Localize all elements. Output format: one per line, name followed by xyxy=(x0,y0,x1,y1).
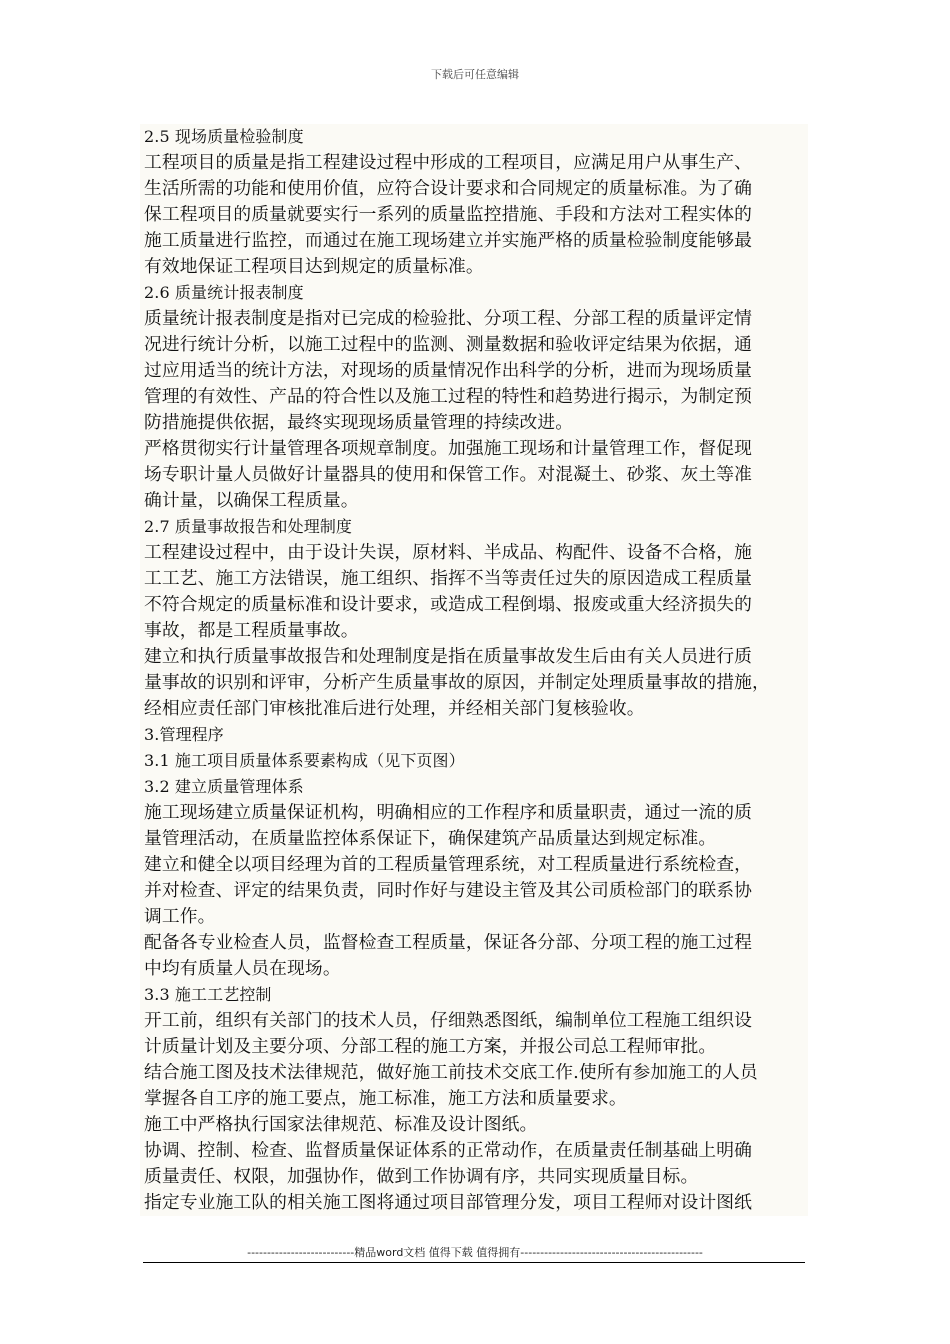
paragraph-line: 建立和执行质量事故报告和处理制度是指在质量事故发生后由有关人员进行质 xyxy=(144,646,752,667)
paragraph-line: 协调、控制、检查、监督质量保证体系的正常动作，在质量责任制基础上明确 xyxy=(144,1140,752,1161)
paragraph-line: 场专职计量人员做好计量器具的使用和保管工作。对混凝土、砂浆、灰土等准 xyxy=(144,464,752,485)
section-heading: 2.5 现场质量检验制度 xyxy=(144,127,304,146)
paragraph-line: 防措施提供依据，最终实现现场质量管理的持续改进。 xyxy=(144,412,574,433)
section-heading: 3.3 施工工艺控制 xyxy=(144,985,272,1004)
paragraph-line: 结合施工图及技术法律规范，做好施工前技术交底工作.使所有参加施工的人员 xyxy=(144,1062,758,1083)
paragraph-line: 严格贯彻实行计量管理各项规章制度。加强施工现场和计量管理工作，督促现 xyxy=(144,438,752,459)
section-heading: 3.管理程序 xyxy=(144,725,224,744)
paragraph-line: 施工中严格执行国家法律规范、标准及设计图纸。 xyxy=(144,1114,538,1135)
paragraph-line: 工程建设过程中，由于设计失误，原材料、半成品、构配件、设备不合格，施 xyxy=(144,542,752,563)
paragraph-line: 工工艺、施工方法错误，施工组织、指挥不当等责任过失的原因造成工程质量 xyxy=(144,568,752,589)
footer-text: ---------------------------精品word文档 值得下载 值得拥有---------------------------------------------- xyxy=(247,1246,703,1259)
paragraph-line: 生活所需的功能和使用价值，应符合设计要求和合同规定的质量标准。为了确 xyxy=(144,178,752,199)
paragraph-line: 施工质量进行监控，而通过在施工现场建立并实施严格的质量检验制度能够最 xyxy=(144,230,752,251)
paragraph-line: 掌握各自工序的施工要点，施工标准，施工方法和质量要求。 xyxy=(144,1088,627,1109)
paragraph-line: 建立和健全以项目经理为首的工程质量管理系统，对工程质量进行系统检查， xyxy=(144,854,752,875)
paragraph-line: 工程项目的质量是指工程建设过程中形成的工程项目，应满足用户从事生产、 xyxy=(144,152,752,173)
paragraph-line: 过应用适当的统计方法，对现场的质量情况作出科学的分析，进而为现场质量 xyxy=(144,360,752,381)
paragraph-line: 量事故的识别和评审，分析产生质量事故的原因，并制定处理质量事故的措施， xyxy=(144,672,770,693)
document-body xyxy=(140,124,808,1216)
paragraph-line: 确计量，以确保工程质量。 xyxy=(144,490,359,511)
section-heading: 2.7 质量事故报告和处理制度 xyxy=(144,517,353,536)
paragraph-line: 保工程项目的质量就要实行一系列的质量监控措施、手段和方法对工程实体的 xyxy=(144,204,752,225)
paragraph-line: 管理的有效性、产品的符合性以及施工过程的特性和趋势进行揭示，为制定预 xyxy=(144,386,752,407)
paragraph-line: 施工现场建立质量保证机构，明确相应的工作程序和质量职责，通过一流的质 xyxy=(144,802,752,823)
paragraph-line: 况进行统计分析，以施工过程中的监测、测量数据和验收评定结果为依据，通 xyxy=(144,334,752,355)
paragraph-line: 量管理活动，在质量监控体系保证下，确保建筑产品质量达到规定标准。 xyxy=(144,828,717,849)
paragraph-line: 事故，都是工程质量事故。 xyxy=(144,620,359,641)
paragraph-line: 有效地保证工程项目达到规定的质量标准。 xyxy=(144,256,484,277)
paragraph-line: 配备各专业检查人员，监督检查工程质量，保证各分部、分项工程的施工过程 xyxy=(144,932,752,953)
paragraph-line: 调工作。 xyxy=(144,906,216,927)
paragraph-line: 质量统计报表制度是指对已完成的检验批、分项工程、分部工程的质量评定情 xyxy=(144,308,752,329)
section-heading: 2.6 质量统计报表制度 xyxy=(144,283,304,302)
paragraph-line: 中均有质量人员在现场。 xyxy=(144,958,341,979)
paragraph-line: 开工前，组织有关部门的技术人员，仔细熟悉图纸，编制单位工程施工组织设 xyxy=(144,1010,752,1031)
section-heading: 3.2 建立质量管理体系 xyxy=(144,777,304,796)
paragraph-line: 计质量计划及主要分项、分部工程的施工方案，并报公司总工程师审批。 xyxy=(144,1036,717,1057)
header-note: 下载后可任意编辑 xyxy=(431,68,519,81)
paragraph-line: 质量责任、权限，加强协作，做到工作协调有序，共同实现质量目标。 xyxy=(144,1166,699,1187)
paragraph-line: 经相应责任部门审核批准后进行处理，并经相关部门复核验收。 xyxy=(144,698,645,719)
footer-rule xyxy=(143,1262,805,1263)
section-heading: 3.1 施工项目质量体系要素构成（见下页图） xyxy=(144,751,465,770)
paragraph-line: 指定专业施工队的相关施工图将通过项目部管理分发，项目工程师对设计图纸 xyxy=(144,1192,752,1213)
paragraph-line: 不符合规定的质量标准和设计要求，或造成工程倒塌、报废或重大经济损失的 xyxy=(144,594,752,615)
paragraph-line: 并对检查、评定的结果负责，同时作好与建设主管及其公司质检部门的联系协 xyxy=(144,880,752,901)
